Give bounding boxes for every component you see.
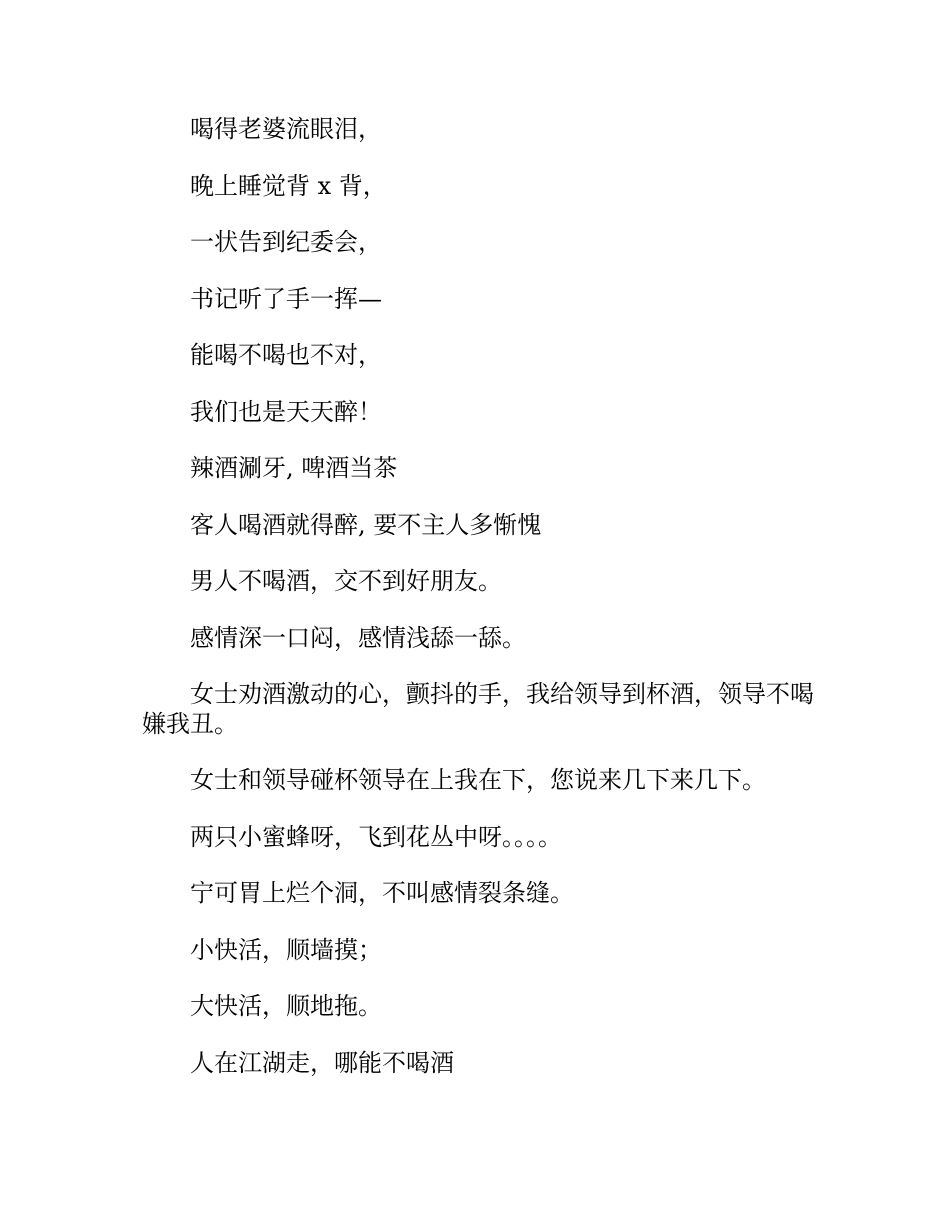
paragraph: 两只小蜜蜂呀，飞到花丛中呀。。。。 xyxy=(190,823,562,851)
paragraph: 书记听了手一挥— xyxy=(190,285,382,313)
paragraph: 宁可胃上烂个洞，不叫感情裂条缝。 xyxy=(190,879,574,907)
paragraph: 小快活，顺墙摸； xyxy=(190,936,382,964)
paragraph: 喝得老婆流眼泪， xyxy=(190,115,382,143)
paragraph: 客人喝酒就得醉, 要不主人多惭愧 xyxy=(190,511,542,539)
paragraph: 感情深一口闷，感情浅舔一舔。 xyxy=(190,624,526,652)
paragraph: 人在江湖走，哪能不喝酒 xyxy=(190,1049,454,1077)
paragraph: 辣酒涮牙, 啤酒当茶 xyxy=(190,454,398,482)
paragraph: 女士劝酒激动的心，颤抖的手，我给领导到杯酒，领导不喝嫌我丑。 xyxy=(142,680,814,738)
paragraph: 一状告到纪委会， xyxy=(190,228,382,256)
paragraph: 大快活，顺地拖。 xyxy=(190,992,382,1020)
paragraph: 男人不喝酒，交不到好朋友。 xyxy=(190,567,502,595)
paragraph: 女士和领导碰杯领导在上我在下，您说来几下来几下。 xyxy=(190,766,766,794)
paragraph: 我们也是天天醉！ xyxy=(190,398,382,426)
paragraph: 晚上睡觉背 x 背， xyxy=(190,172,387,200)
paragraph: 能喝不喝也不对， xyxy=(190,341,382,369)
